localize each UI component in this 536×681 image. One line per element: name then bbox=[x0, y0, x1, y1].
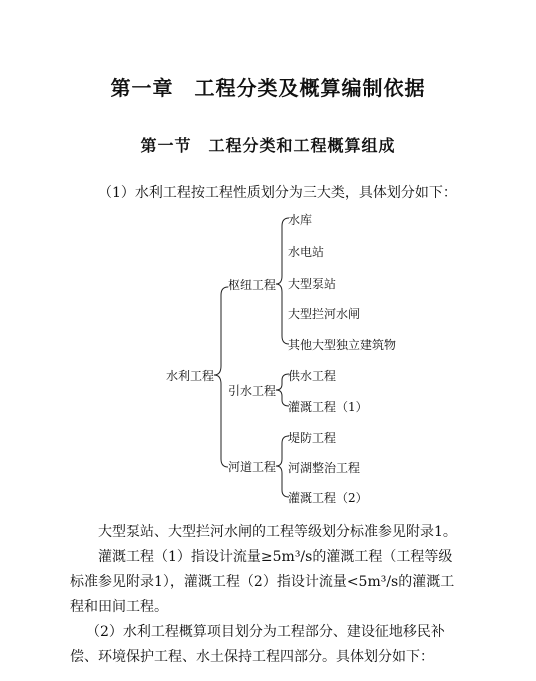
paragraph-line: 程和田间工程。 bbox=[70, 599, 168, 615]
tree-group-label: 引水工程 bbox=[228, 384, 277, 398]
tree-item: 河湖整治工程 bbox=[288, 461, 361, 475]
tree-item: 供水工程 bbox=[288, 369, 337, 383]
paragraph-line: 灌溉工程（1）指设计流量≥5m³/s的灌溉工程（工程等级 bbox=[98, 549, 453, 565]
paragraph-line: 大型泵站、大型拦河水闸的工程等级划分标准参见附录1。 bbox=[98, 524, 457, 540]
intro-text: （1）水利工程按工程性质划分为三大类，具体划分如下： bbox=[98, 185, 457, 201]
chapter-title: 第一章 工程分类及概算编制依据 bbox=[110, 76, 426, 100]
tree-group-label: 枢纽工程 bbox=[228, 278, 277, 292]
tree-item: 水库 bbox=[288, 213, 313, 227]
paragraph-line: （2）水利工程概算项目划分为工程部分、建设征地移民补 bbox=[86, 624, 445, 640]
tree-item: 灌溉工程（1） bbox=[288, 400, 368, 414]
tree-item: 灌溉工程（2） bbox=[288, 491, 368, 505]
tree-item: 水电站 bbox=[288, 245, 325, 259]
paragraph-line: 偿、环境保护工程、水土保持工程四部分。具体划分如下： bbox=[70, 649, 434, 665]
tree-root: 水利工程 bbox=[166, 369, 215, 383]
tree-item: 其他大型独立建筑物 bbox=[288, 338, 397, 352]
paragraph-line: 标准参见附录1），灌溉工程（2）指设计流量<5m³/s的灌溉工 bbox=[70, 574, 455, 590]
tree-item: 堤防工程 bbox=[288, 431, 337, 445]
tree-group-label: 河道工程 bbox=[228, 460, 277, 474]
section-title: 第一节 工程分类和工程概算组成 bbox=[140, 136, 396, 155]
tree-item: 大型泵站 bbox=[288, 277, 337, 291]
tree-item: 大型拦河水闸 bbox=[288, 307, 361, 321]
